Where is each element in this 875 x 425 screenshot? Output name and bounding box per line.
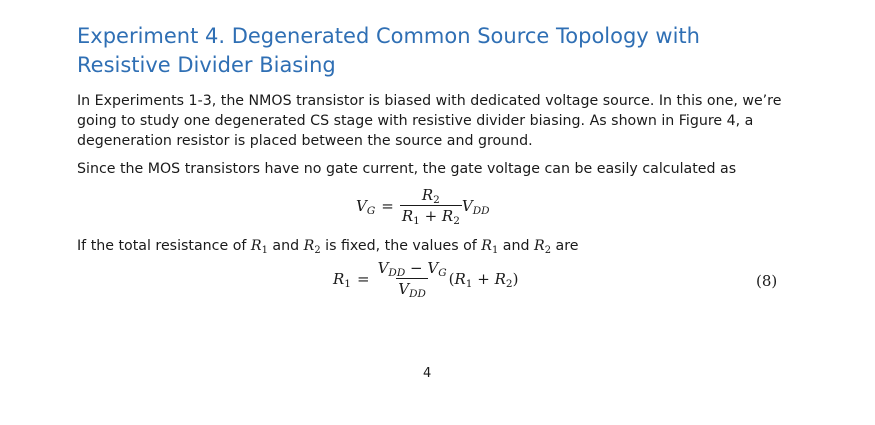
math-r2: $R_2$: [534, 238, 552, 256]
text-part: is fixed, the values of: [320, 238, 482, 254]
page-number: 4: [423, 366, 432, 381]
eq-fraction: [400, 186, 462, 228]
eq-sum: $(R_1 + R_2)$: [448, 269, 519, 290]
text-part: and: [267, 238, 304, 254]
paragraph-resistance: [77, 236, 797, 256]
math-r1: $R_1$: [250, 238, 268, 256]
text-part: and: [498, 238, 535, 254]
eq-numerator: $R_2$: [421, 186, 440, 207]
equation-gate-voltage: [356, 186, 490, 228]
eq-numerator: $V_{DD} - V_G$: [377, 259, 447, 280]
eq-denominator: $V_{DD}$: [398, 280, 426, 301]
section-heading: Experiment 4. Degenerated Common Source Topology with Resistive Divider Biasing: [77, 24, 700, 77]
eq-r1: $R_1$: [333, 269, 351, 290]
eq-equals: =: [356, 269, 370, 288]
math-r2: $R_2$: [303, 238, 321, 256]
eq-equals: =: [381, 196, 394, 215]
text-part: If the total resistance of: [77, 238, 251, 254]
paragraph-intro: In Experiments 1-3, the NMOS transistor is biased with dedicated voltage source. In this one, we’re going to study one degenerated CS stage with resistive divider biasing. As shown in Figure 4, a degeneration resistor is placed between the source and ground.: [77, 93, 782, 149]
paragraph-gate-voltage: Since the MOS transistors have no gate current, the gate voltage can be easily calculated as: [77, 161, 737, 177]
eq-denominator: $R_1 + R_2$: [401, 207, 460, 228]
equation-r1: [333, 259, 519, 301]
eq-fraction: [376, 259, 449, 301]
text-part: are: [551, 238, 579, 254]
equation-number: (8): [756, 272, 778, 290]
eq-vg: $V_G$: [356, 196, 376, 217]
math-r1: $R_1$: [481, 238, 499, 256]
eq-vdd: $V_{DD}$: [461, 196, 490, 217]
